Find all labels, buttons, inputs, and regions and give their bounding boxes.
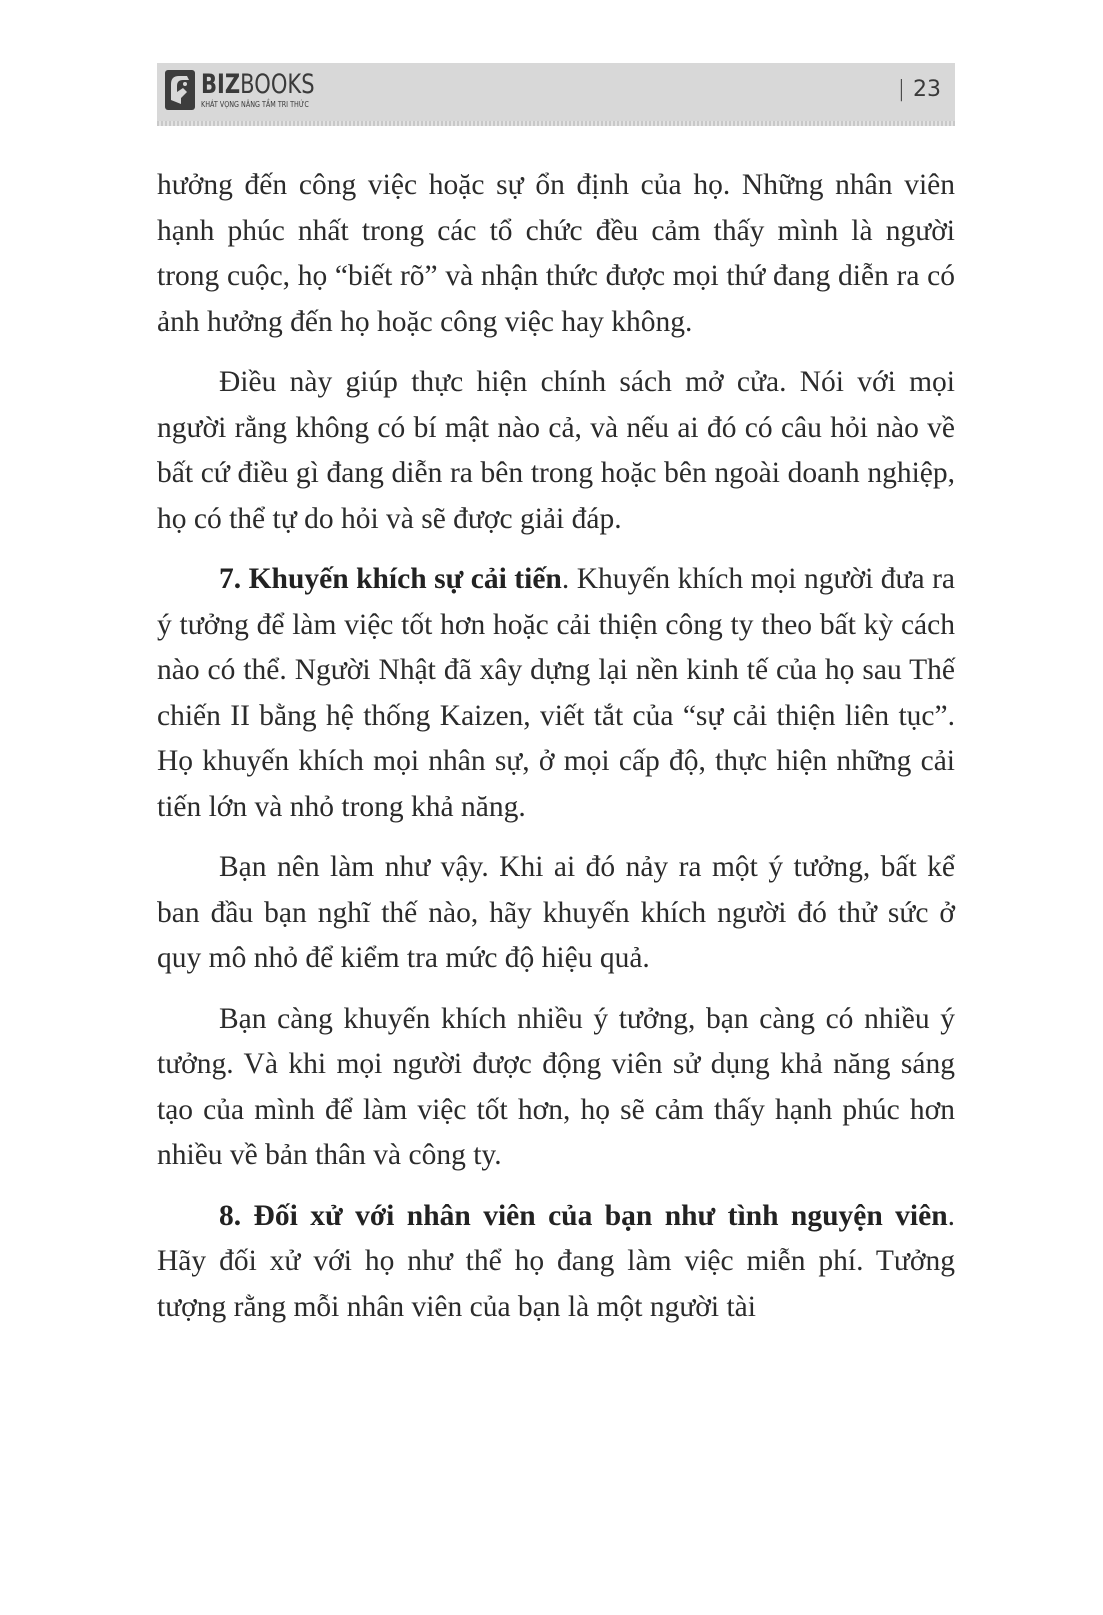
brand-tagline: KHÁT VỌNG NÂNG TẦM TRI THỨC: [201, 100, 309, 109]
paragraph: hưởng đến công việc hoặc sự ổn định của họ. Những nhân viên hạnh phúc nhất trong các tổ chức đều cảm thấy mình là người trong cuộc, họ “biết rõ” và nhận thức được mọi thứ đang diễn ra có ảnh hưởng đến họ hoặc công việc hay không.: [157, 169, 955, 338]
publisher-logo: [165, 70, 347, 110]
brand-name: BIZBOOKS: [201, 69, 315, 100]
paragraph: Bạn càng khuyến khích nhiều ý tưởng, bạn càng có nhiều ý tưởng. Và khi mọi người được động viên sử dụng khả năng sáng tạo của mình để làm việc tốt hơn, họ sẽ cảm thấy hạnh phúc hơn nhiều về bản thân và công ty.: [157, 1002, 955, 1171]
bizbooks-logo-icon: [165, 70, 195, 110]
paragraph: Điều này giúp thực hiện chính sách mở cửa. Nói với mọi người rằng không có bí mật nào cả, và nếu ai đó có câu hỏi nào về bất cứ điều gì đang diễn ra bên trong hoặc bên ngoài doanh nghiệp, họ có thể tự do hỏi và sẽ được giải đáp.: [157, 366, 955, 535]
section-heading: 7. Khuyến khích sự cải tiến: [219, 563, 562, 595]
page-number: | 23: [897, 77, 941, 102]
page-number-separator: |: [897, 77, 905, 102]
body-text: [157, 163, 955, 1345]
page-header: [157, 63, 955, 121]
section-heading: 8. Đối xử với nhân viên của bạn như tình nguyện viên: [219, 1199, 948, 1232]
header-stripe: [157, 121, 955, 126]
paragraph-section-8: 8. Đối xử với nhân viên của bạn như tình nguyện viên. Hãy đối xử với họ như thể họ đang làm việc miễn phí. Tưởng tượng rằng mỗi nhân viên của bạn là một người tài: [157, 1199, 955, 1323]
paragraph-section-7: 7. Khuyến khích sự cải tiến. Khuyến khích mọi người đưa ra ý tưởng để làm việc tốt hơn hoặc cải thiện công ty theo bất kỳ cách nào có thể. Người Nhật đã xây dựng lại nền kinh tế của họ sau Thế chiến II bằng hệ thống Kaizen, viết tắt của “sự cải thiện liên tục”. Họ khuyến khích mọi nhân sự, ở mọi cấp độ, thực hiện những cải tiến lớn và nhỏ trong khả năng.: [157, 563, 955, 823]
paragraph: Bạn nên làm như vậy. Khi ai đó nảy ra một ý tưởng, bất kể ban đầu bạn nghĩ thế nào, hãy khuyến khích người đó thử sức ở quy mô nhỏ để kiểm tra mức độ hiệu quả.: [157, 851, 955, 974]
